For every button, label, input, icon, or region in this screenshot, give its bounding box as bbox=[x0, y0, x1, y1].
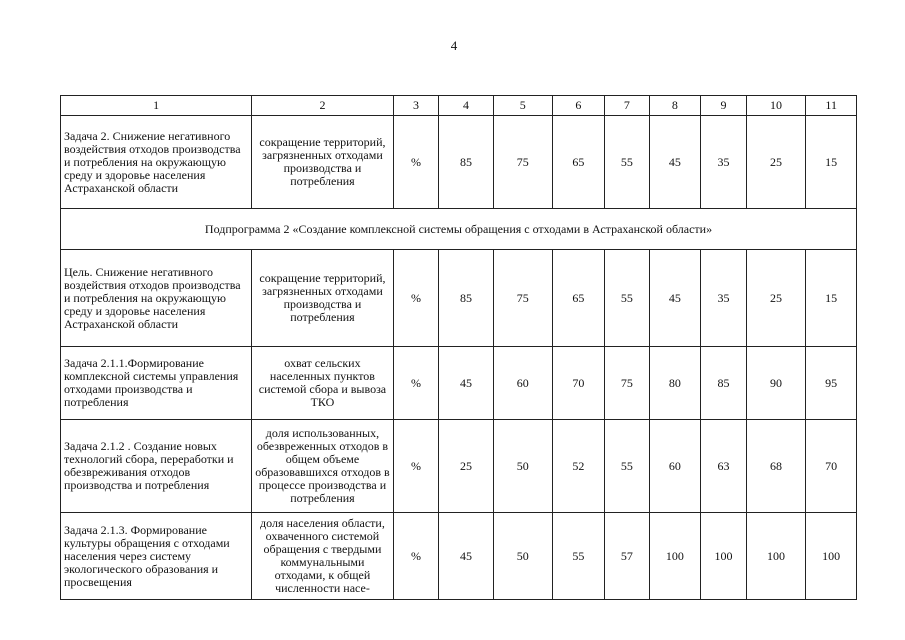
value-cell: 55 bbox=[605, 420, 650, 513]
unit-cell: % bbox=[393, 513, 439, 600]
task-name: Задача 2.1.3. Формирование культуры обращения с отходами населения через систему экологического образования и просвещения bbox=[61, 513, 252, 600]
unit-cell: % bbox=[393, 420, 439, 513]
indicator-name: сокращение территорий, загрязненных отходами производства и потребления bbox=[252, 250, 394, 347]
table-row bbox=[61, 116, 857, 209]
value-cell: 25 bbox=[746, 250, 806, 347]
unit-cell: % bbox=[393, 116, 439, 209]
value-cell: 70 bbox=[806, 420, 857, 513]
task-name: Цель. Снижение негативного воздействия отходов производства и потребления на окружающую среду и здоровье населения Астраханской области bbox=[61, 250, 252, 347]
value-cell: 45 bbox=[649, 116, 701, 209]
column-number: 4 bbox=[439, 96, 494, 116]
value-cell: 60 bbox=[493, 347, 552, 420]
indicator-name: сокращение территорий, загрязненных отходами производства и потребления bbox=[252, 116, 394, 209]
table-row bbox=[61, 420, 857, 513]
value-cell: 50 bbox=[493, 513, 552, 600]
task-name: Задача 2.1.1.Формирование комплексной системы управления отходами производства и потребления bbox=[61, 347, 252, 420]
page-number: 4 bbox=[450, 38, 458, 53]
value-cell: 50 bbox=[493, 420, 552, 513]
value-cell: 100 bbox=[806, 513, 857, 600]
value-cell: 45 bbox=[649, 250, 701, 347]
value-cell: 15 bbox=[806, 250, 857, 347]
column-number: 6 bbox=[552, 96, 605, 116]
value-cell: 75 bbox=[493, 250, 552, 347]
column-number: 11 bbox=[806, 96, 857, 116]
indicator-name: доля населения области, охваченного системой обращения с твердыми коммунальными отходами, к общей численности насе- bbox=[252, 513, 394, 600]
value-cell: 25 bbox=[746, 116, 806, 209]
value-cell: 35 bbox=[701, 116, 747, 209]
value-cell: 55 bbox=[605, 250, 650, 347]
value-cell: 100 bbox=[746, 513, 806, 600]
value-cell: 52 bbox=[552, 420, 605, 513]
task-name: Задача 2.1.2 . Создание новых технологий сбора, переработки и обезвреживания отходов производства и потребления bbox=[61, 420, 252, 513]
value-cell: 85 bbox=[439, 116, 494, 209]
indicator-name: доля использованных, обезвреженных отходов в общем объеме образовавшихся отходов в процессе производства и потребления bbox=[252, 420, 394, 513]
column-number: 3 bbox=[393, 96, 439, 116]
value-cell: 100 bbox=[701, 513, 747, 600]
value-cell: 55 bbox=[605, 116, 650, 209]
value-cell: 95 bbox=[806, 347, 857, 420]
column-number: 1 bbox=[61, 96, 252, 116]
value-cell: 45 bbox=[439, 347, 494, 420]
value-cell: 57 bbox=[605, 513, 650, 600]
value-cell: 85 bbox=[701, 347, 747, 420]
value-cell: 60 bbox=[649, 420, 701, 513]
table-row bbox=[61, 250, 857, 347]
value-cell: 75 bbox=[605, 347, 650, 420]
column-number: 5 bbox=[493, 96, 552, 116]
value-cell: 75 bbox=[493, 116, 552, 209]
value-cell: 90 bbox=[746, 347, 806, 420]
unit-cell: % bbox=[393, 347, 439, 420]
value-cell: 25 bbox=[439, 420, 494, 513]
value-cell: 35 bbox=[701, 250, 747, 347]
indicator-name: охват сельских населенных пунктов системой сбора и вывоза ТКО bbox=[252, 347, 394, 420]
value-cell: 70 bbox=[552, 347, 605, 420]
indicators-table bbox=[60, 95, 857, 600]
value-cell: 85 bbox=[439, 250, 494, 347]
column-number: 9 bbox=[701, 96, 747, 116]
column-number-row bbox=[61, 96, 857, 116]
column-number: 2 bbox=[252, 96, 394, 116]
table-row bbox=[61, 513, 857, 600]
column-number: 8 bbox=[649, 96, 701, 116]
value-cell: 15 bbox=[806, 116, 857, 209]
task-name: Задача 2. Снижение негативного воздействия отходов производства и потребления на окружающую среду и здоровье населения Астраханской области bbox=[61, 116, 252, 209]
value-cell: 100 bbox=[649, 513, 701, 600]
value-cell: 45 bbox=[439, 513, 494, 600]
column-number: 10 bbox=[746, 96, 806, 116]
value-cell: 68 bbox=[746, 420, 806, 513]
value-cell: 63 bbox=[701, 420, 747, 513]
subprogram-title: Подпрограмма 2 «Создание комплексной системы обращения с отходами в Астраханской области» bbox=[61, 209, 857, 250]
value-cell: 55 bbox=[552, 513, 605, 600]
value-cell: 65 bbox=[552, 116, 605, 209]
value-cell: 80 bbox=[649, 347, 701, 420]
unit-cell: % bbox=[393, 250, 439, 347]
table-row bbox=[61, 347, 857, 420]
column-number: 7 bbox=[605, 96, 650, 116]
value-cell: 65 bbox=[552, 250, 605, 347]
subprogram-row bbox=[61, 209, 857, 250]
